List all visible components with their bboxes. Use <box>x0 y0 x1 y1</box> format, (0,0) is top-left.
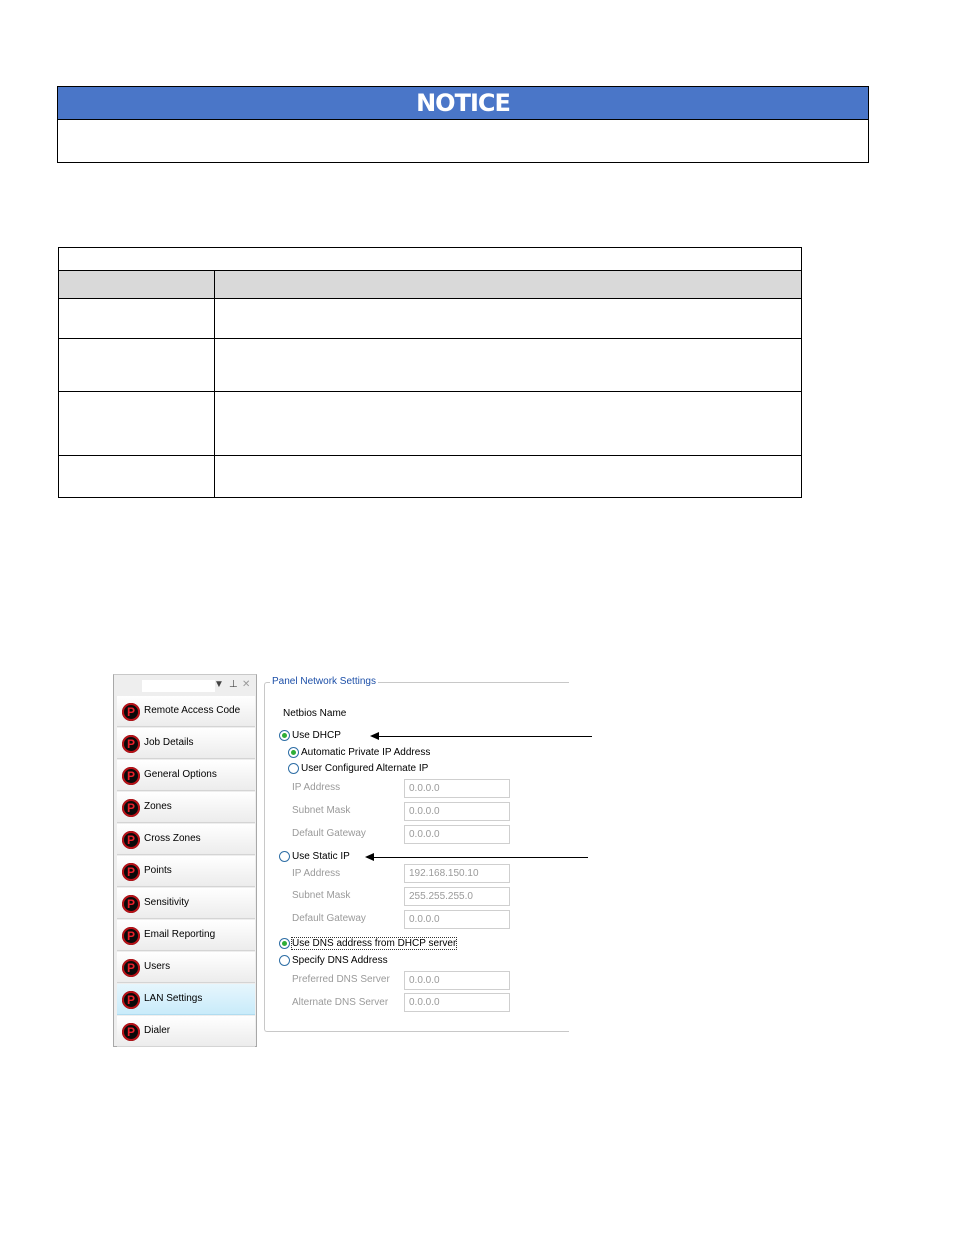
sidebar-item-label: Remote Access Code <box>144 705 241 716</box>
p-logo-icon: P <box>122 799 140 817</box>
dhcp-ip-address-label: IP Address <box>292 782 341 793</box>
static-subnet-mask-label: Subnet Mask <box>292 890 351 901</box>
sidebar-item-dialer[interactable] <box>117 1016 255 1047</box>
preferred-dns-label: Preferred DNS Server <box>292 974 390 985</box>
sidebar-search-box[interactable] <box>142 680 215 692</box>
sidebar-item-users[interactable] <box>117 952 255 983</box>
user-configured-ip-label[interactable]: User Configured Alternate IP <box>301 763 429 774</box>
static-ip-address-label: IP Address <box>292 868 341 879</box>
auto-private-ip-radio[interactable] <box>288 747 299 758</box>
sidebar-item-label: Users <box>144 961 171 972</box>
dhcp-subnet-mask-field[interactable]: 0.0.0.0 <box>404 802 510 821</box>
static-ip-address-field[interactable]: 192.168.150.10 <box>404 864 510 883</box>
p-logo-icon: P <box>122 1023 140 1041</box>
sidebar-item-label: LAN Settings <box>144 993 203 1004</box>
use-dns-dhcp-label[interactable]: Use DNS address from DHCP server <box>292 938 457 949</box>
lan-settings-screenshot <box>113 674 569 1047</box>
sidebar-item-zones[interactable] <box>117 792 255 823</box>
sidebar-item-points[interactable] <box>117 856 255 887</box>
sidebar-item-label: Email Reporting <box>144 929 216 940</box>
use-static-ip-label[interactable]: Use Static IP <box>292 851 350 862</box>
specify-dns-radio[interactable] <box>279 955 290 966</box>
alternate-dns-label: Alternate DNS Server <box>292 997 389 1008</box>
dhcp-default-gateway-label: Default Gateway <box>292 828 366 839</box>
sidebar-toolbar <box>116 677 254 695</box>
use-dns-dhcp-radio[interactable] <box>279 938 290 949</box>
sidebar-item-remote-access-code[interactable] <box>117 696 255 727</box>
netbios-name-label: Netbios Name <box>283 708 347 719</box>
dhcp-subnet-mask-label: Subnet Mask <box>292 805 351 816</box>
sidebar-item-label: Points <box>144 865 172 876</box>
table-row <box>59 299 802 339</box>
auto-private-ip-label[interactable]: Automatic Private IP Address <box>301 747 431 758</box>
use-dhcp-label[interactable]: Use DHCP <box>292 730 341 741</box>
sidebar-item-label: Zones <box>144 801 172 812</box>
group-title: Panel Network Settings <box>272 676 376 687</box>
table-title-row <box>59 248 802 271</box>
pin-icon[interactable]: ⊥ <box>229 679 238 690</box>
specify-dns-label[interactable]: Specify DNS Address <box>292 955 388 966</box>
p-logo-icon: P <box>122 767 140 785</box>
sidebar-item-lan-settings[interactable] <box>117 984 255 1015</box>
callout-arrow-dhcp <box>372 736 592 737</box>
sidebar-item-label: Job Details <box>144 737 194 748</box>
sidebar-item-general-options[interactable] <box>117 760 255 791</box>
use-dhcp-radio[interactable] <box>279 730 290 741</box>
dropdown-arrow-icon[interactable]: ▼ <box>214 679 224 690</box>
table-header-row <box>59 271 802 299</box>
p-logo-icon: P <box>122 959 140 977</box>
p-logo-icon: P <box>122 895 140 913</box>
p-logo-icon: P <box>122 735 140 753</box>
p-logo-icon: P <box>122 703 140 721</box>
table-row <box>59 392 802 456</box>
sidebar-item-email-reporting[interactable] <box>117 920 255 951</box>
sidebar-item-label: General Options <box>144 769 217 780</box>
static-default-gateway-field[interactable]: 0.0.0.0 <box>404 910 510 929</box>
notice-box <box>57 86 869 163</box>
static-default-gateway-label: Default Gateway <box>292 913 366 924</box>
preferred-dns-field[interactable]: 0.0.0.0 <box>404 971 510 990</box>
p-logo-icon: P <box>122 927 140 945</box>
sidebar-item-job-details[interactable] <box>117 728 255 759</box>
sidebar-item-cross-zones[interactable] <box>117 824 255 855</box>
sidebar-item-sensitivity[interactable] <box>117 888 255 919</box>
p-logo-icon: P <box>122 831 140 849</box>
settings-table <box>58 247 802 498</box>
p-logo-icon: P <box>122 991 140 1009</box>
callout-arrow-static-ip <box>367 857 588 858</box>
p-logo-icon: P <box>122 863 140 881</box>
table-row <box>59 339 802 392</box>
user-configured-ip-radio[interactable] <box>288 763 299 774</box>
sidebar-item-label: Dialer <box>144 1025 171 1036</box>
notice-heading: NOTICE <box>58 87 868 120</box>
dhcp-default-gateway-field[interactable]: 0.0.0.0 <box>404 825 510 844</box>
use-static-ip-radio[interactable] <box>279 851 290 862</box>
dhcp-ip-address-field[interactable]: 0.0.0.0 <box>404 779 510 798</box>
navigation-sidebar <box>113 674 257 1047</box>
alternate-dns-field[interactable]: 0.0.0.0 <box>404 993 510 1012</box>
static-subnet-mask-field[interactable]: 255.255.255.0 <box>404 887 510 906</box>
sidebar-item-label: Sensitivity <box>144 897 190 908</box>
sidebar-item-label: Cross Zones <box>144 833 201 844</box>
table-row <box>59 456 802 498</box>
close-icon[interactable]: ✕ <box>242 679 251 690</box>
